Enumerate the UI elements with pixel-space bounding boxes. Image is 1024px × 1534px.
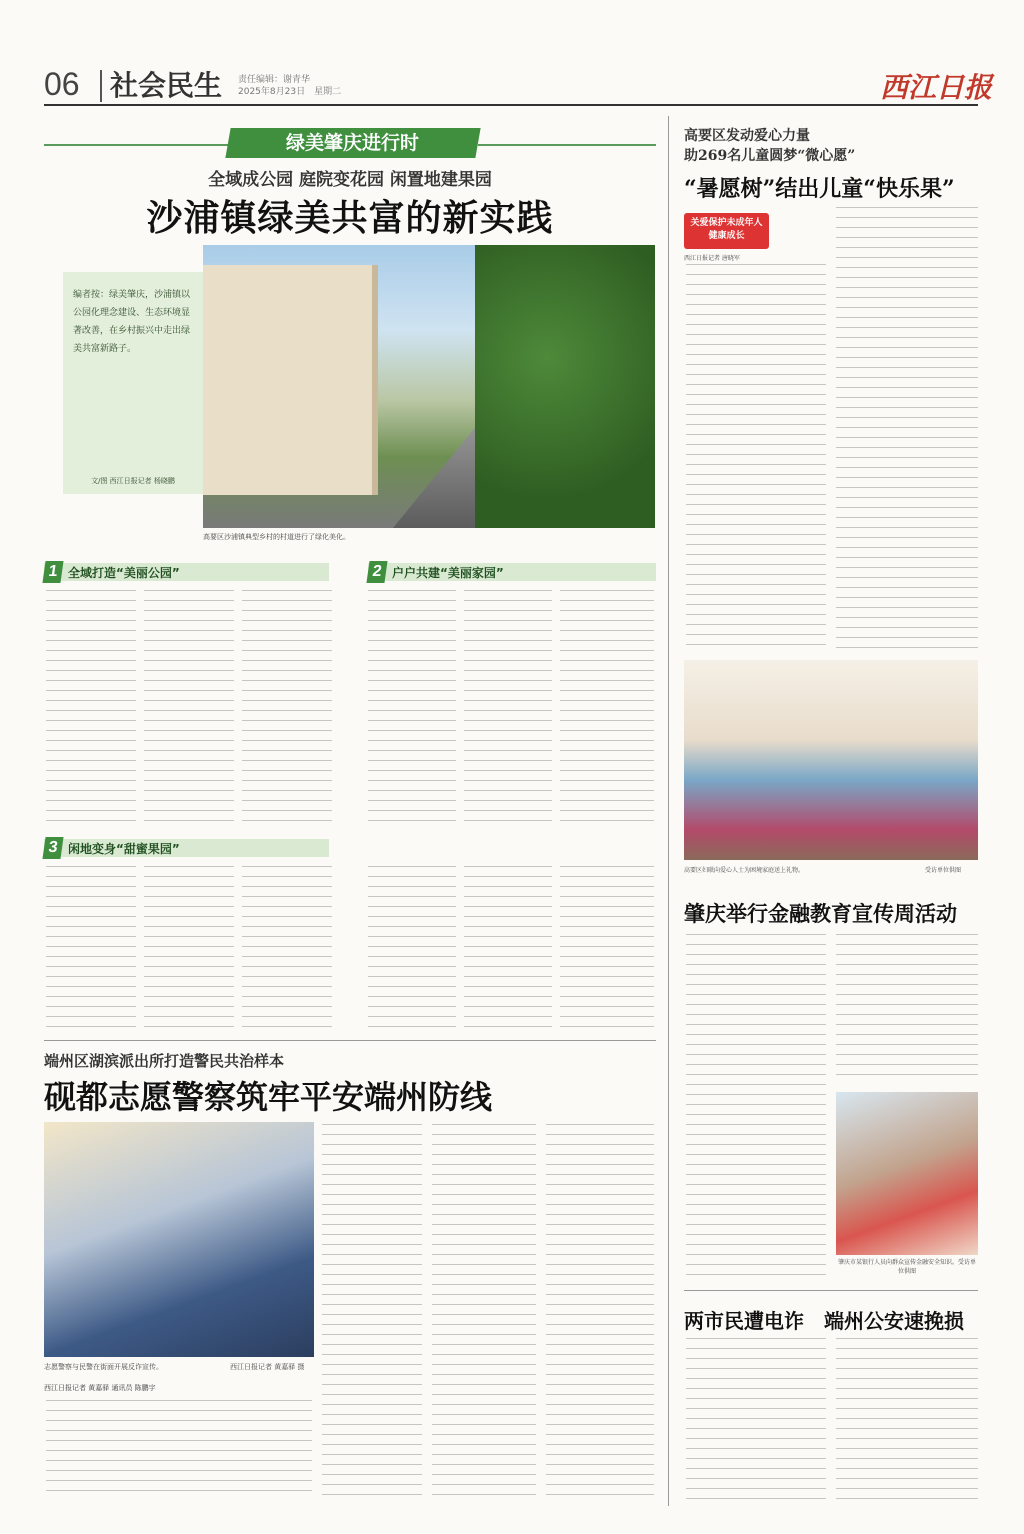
date-line: 2025年8月23日 星期二 [238,87,342,97]
body-text-column [242,866,332,1032]
body-text-column [242,590,332,826]
right-byline: 西江日报记者 唐晓军 [684,255,740,262]
article-divider [44,1040,656,1041]
police-subhead: 端州区湖滨派出所打造警民共治样本 [44,1052,285,1070]
editor-note-box [63,272,203,494]
police-photo-credit: 西江日报记者 黄嘉驿 摄 [230,1363,305,1371]
fraud-headline: 两市民遭电诈 端州公安速挽损 [684,1309,964,1333]
body-text-column [560,866,654,1032]
children-gift-photo [684,660,978,860]
body-text-column [686,264,826,650]
section-title-text: 闲地变身“甜蜜果园” [68,841,180,856]
badge-line1: 关爱保护未成年人 [690,218,763,228]
section-number: 3 [42,837,63,859]
body-text-column [464,866,552,1032]
body-text-column [144,590,234,826]
body-text-column [836,1338,978,1503]
header-meta [238,74,341,98]
body-text-column [836,207,978,650]
photo-tree [475,245,655,528]
body-text-column [432,1124,536,1500]
body-text-column [368,590,456,826]
finance-headline: 肇庆举行金融教育宣传周活动 [684,901,957,926]
police-headline: 砚都志愿警察筑牢平安端州防线 [44,1078,493,1116]
section-title-text: 户户共建“美丽家园” [392,565,504,580]
body-text-column [686,934,826,1284]
right-subhead [684,126,979,166]
police-photo [44,1122,314,1357]
body-text-column [46,1400,312,1500]
page-number: 06 [44,66,80,102]
body-text-column [836,934,978,1084]
right-subhead-line2: 助269名儿童圆梦“微心愿” [684,148,856,164]
banner-rule-right [478,144,656,146]
body-text-column [686,1338,826,1503]
body-text-column [560,590,654,826]
village-road-photo [203,245,655,528]
right-headline: “暑愿树”结出儿童“快乐果” [684,176,955,202]
right-photo-caption: 高要区妇联向爱心人士为困境家庭送上礼物。 [684,867,805,874]
article-divider [684,1290,978,1291]
main-kicker: 全域成公园 庭院变花园 闲置地建果园 [208,170,492,190]
section-head-2 [368,563,656,581]
section-title: 社会民生 [100,70,222,102]
section-head-3 [44,839,329,857]
banner-rule-left [44,144,228,146]
body-text-column [464,590,552,826]
police-photo-caption: 志愿警察与民警在街面开展反诈宣传。 [44,1363,163,1371]
body-text-column [546,1124,654,1500]
body-text-column [46,866,136,1032]
main-photo-caption: 高要区沙浦镇典型乡村的村道进行了绿化美化。 [203,533,350,541]
body-text-column [368,866,456,1032]
topic-badge [684,213,769,249]
editor-note-text: 编者按：绿美肇庆，沙浦镇以公园化理念建设、生态环境显著改善，在乡村振兴中走出绿美共富新路子。 [73,290,191,354]
banner-text: 绿美肇庆进行时 [286,132,420,154]
header-rule [44,104,978,106]
body-text-column [144,866,234,1032]
section-title-text: 全域打造“美丽公园” [68,565,180,580]
editor-line: 责任编辑：谢青华 [238,75,311,85]
right-subhead-line1: 高要区发动爱心力量 [684,128,810,144]
main-headline: 沙浦镇绿美共富的新实践 [146,197,554,239]
photo-house [203,265,378,495]
badge-line2: 健康成长 [708,231,745,241]
finance-photo [836,1092,978,1255]
editor-note-author: 文/图 西江日报记者 杨晓鹏 [91,477,175,485]
body-text-column [322,1124,422,1500]
section-number: 1 [42,561,63,583]
right-photo-credit: 受访单位供图 [925,867,962,874]
column-divider [668,116,669,1506]
section-head-1 [44,563,329,581]
masthead-logo: 西江日报 [880,71,993,104]
police-byline: 西江日报记者 黄嘉驿 通讯员 陈鹏宇 [44,1384,156,1392]
finance-photo-caption: 肇庆市某银行人员向群众宣传金融安全知识。受访单位供图 [837,1259,976,1275]
column-banner [225,128,480,158]
section-number: 2 [366,561,387,583]
body-text-column [46,590,136,826]
